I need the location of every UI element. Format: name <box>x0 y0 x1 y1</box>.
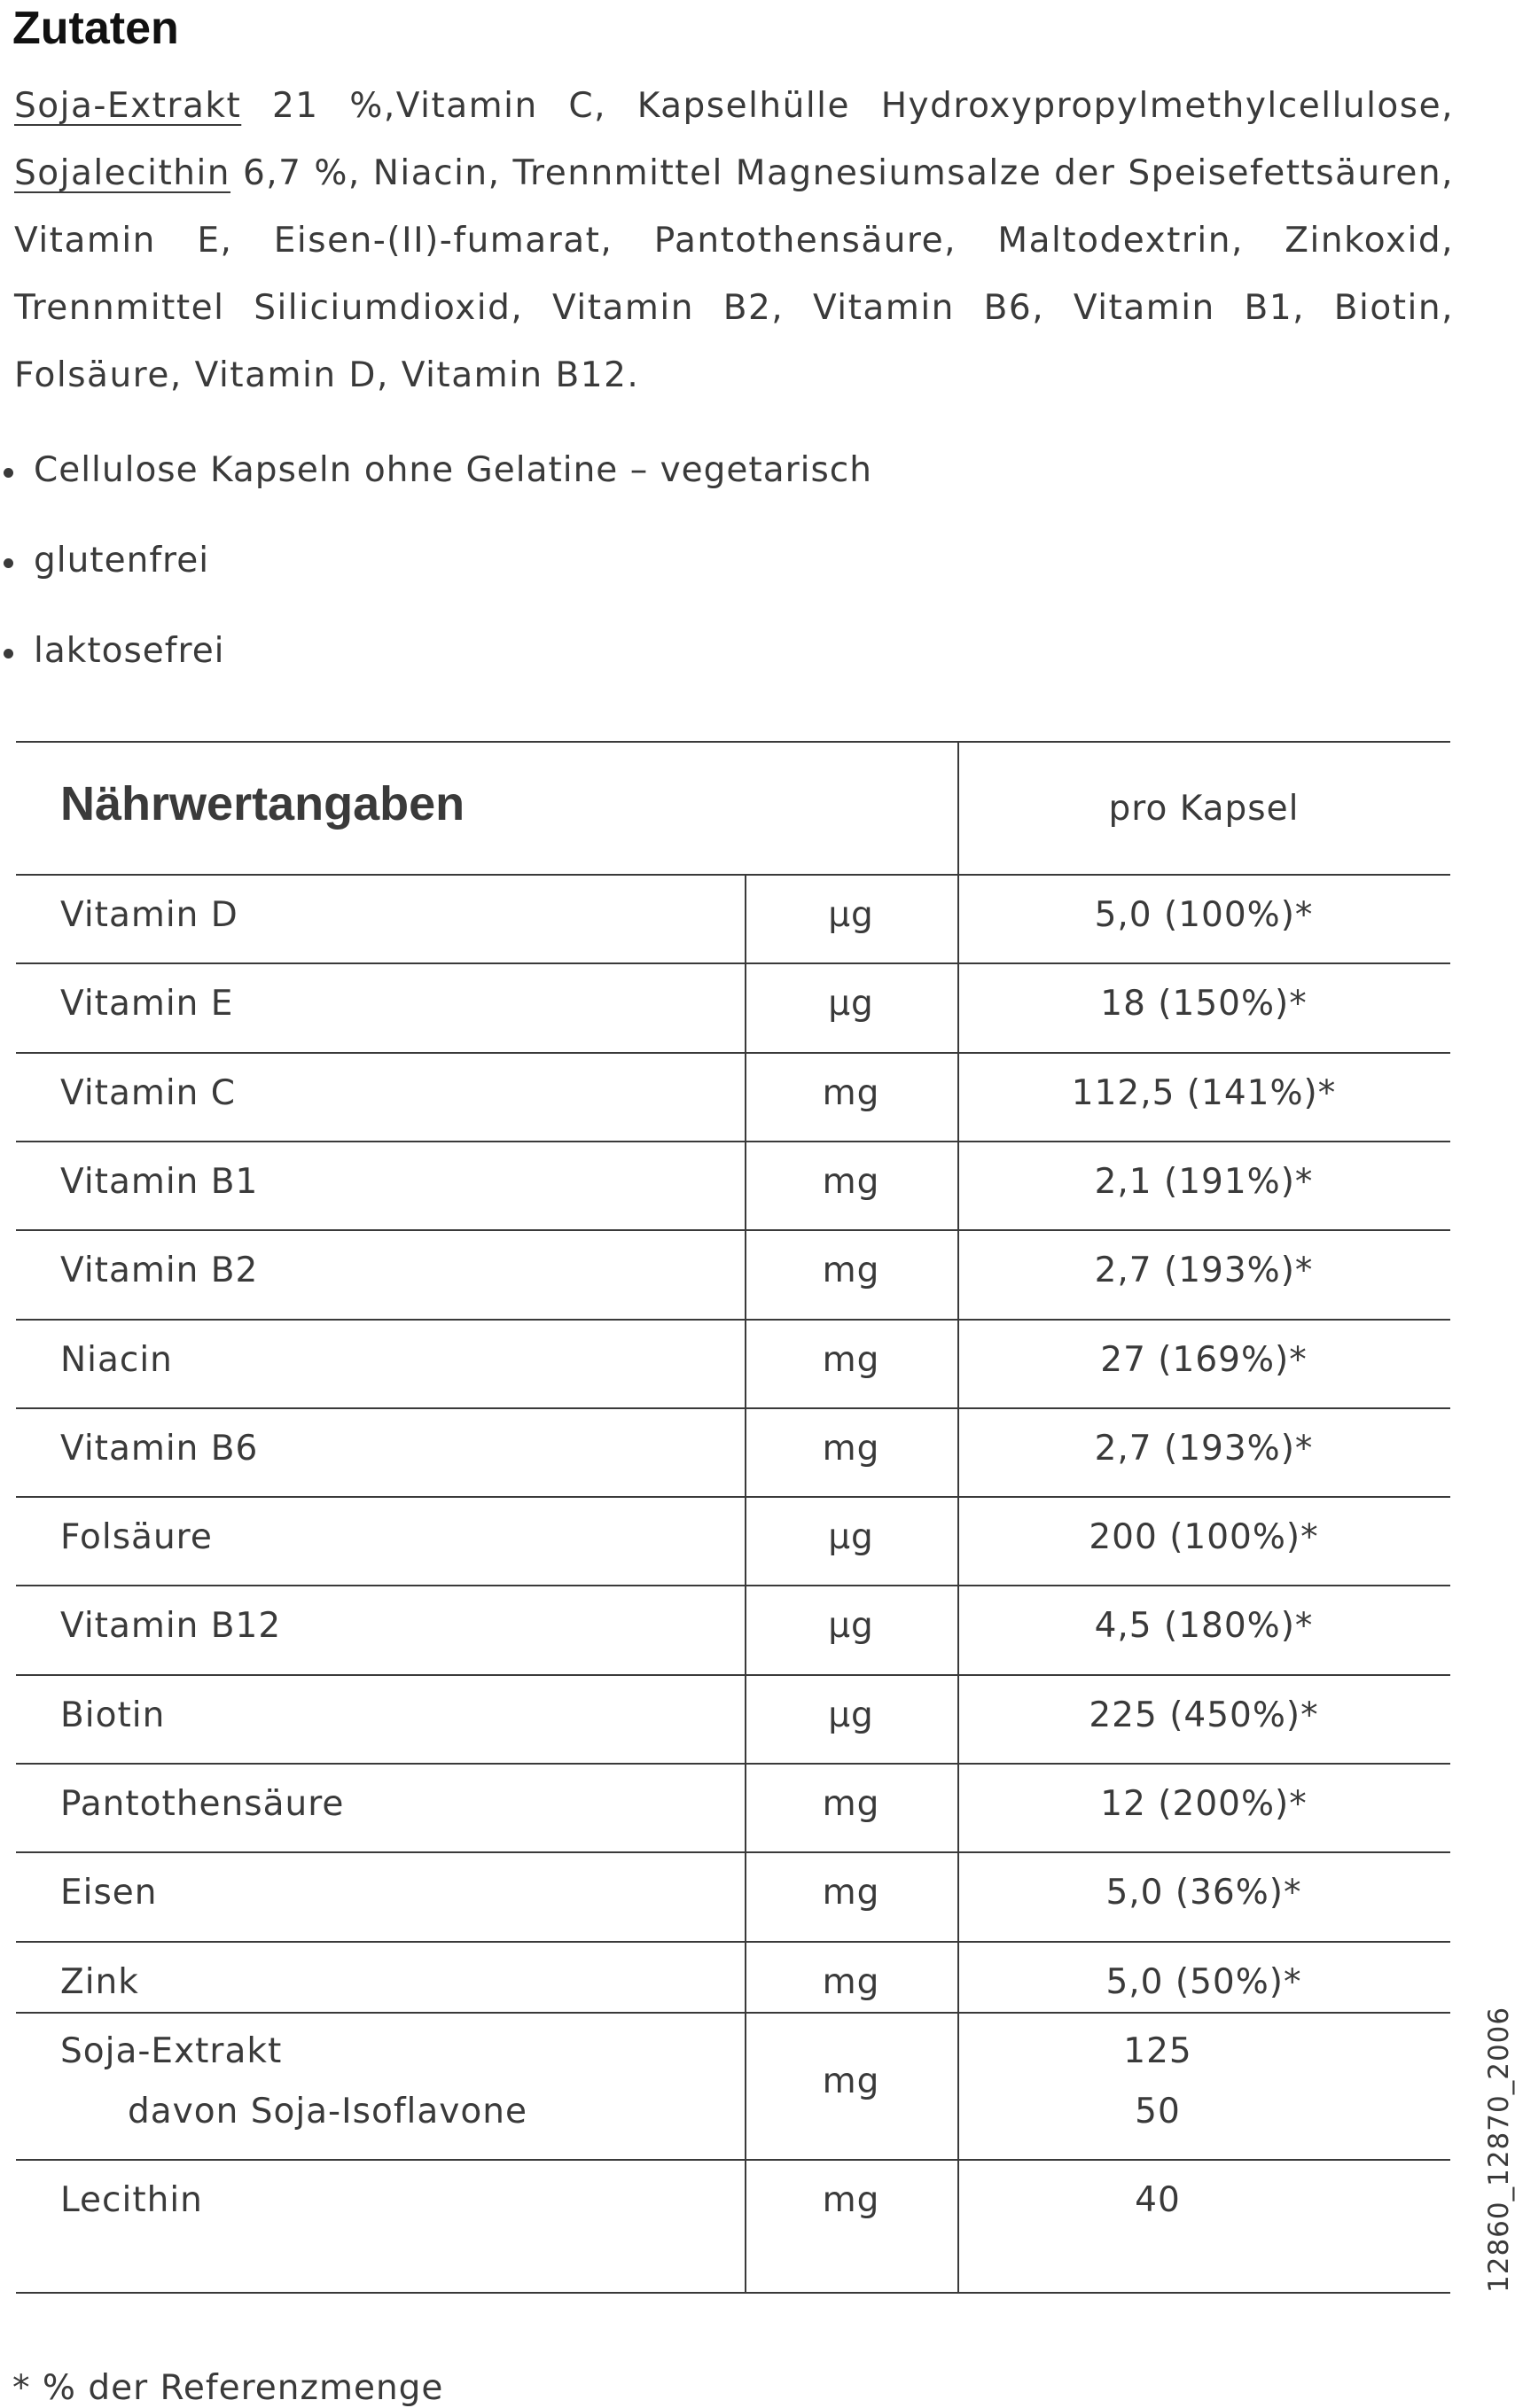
table-rule <box>16 874 1450 876</box>
feature-gluten-free: glutenfrei <box>0 516 872 606</box>
row-value: 112,5 (141%)* <box>1071 1073 1337 1113</box>
table-rule <box>16 1941 1450 1943</box>
row-unit: mg <box>822 1962 880 2002</box>
nutrition-title: Nährwertangaben <box>60 777 465 830</box>
feature-vegetarian: Cellulose Kapseln ohne Gelatine – vegetarisch <box>0 425 872 516</box>
row-unit: mg <box>822 1340 880 1380</box>
row-value: 225 (450%)* <box>1089 1695 1319 1735</box>
row-value-isoflavones: 50 <box>1135 2092 1181 2131</box>
ingredients-part-2: Vitamin C, Kapselhülle Hydroxypropylmethylcellulose, <box>395 86 1454 126</box>
row-unit: µg <box>828 1517 874 1557</box>
row-value: 200 (100%)* <box>1089 1517 1319 1557</box>
article-code: 12860_12870_2006 <box>1483 2006 1515 2293</box>
nutrition-table <box>16 741 1450 2294</box>
soy-extract-percent: 21 %, <box>241 86 396 126</box>
row-value: 5,0 (100%)* <box>1094 895 1314 935</box>
ingredients-heading: Zutaten <box>12 3 179 54</box>
row-name: Vitamin E <box>60 984 234 1024</box>
row-unit: mg <box>822 1873 880 1913</box>
row-name-soy-extract: Soja-Extrakt <box>60 2031 283 2071</box>
table-rule <box>16 1052 1450 1054</box>
table-rule <box>16 1407 1450 1409</box>
row-value-soy-extract: 125 <box>1123 2031 1192 2071</box>
row-unit-soy-extract: mg <box>822 2061 880 2101</box>
table-rule <box>16 2159 1450 2161</box>
row-name: Vitamin B2 <box>60 1251 259 1290</box>
row-unit: µg <box>828 984 874 1024</box>
table-rule <box>16 1229 1450 1231</box>
row-unit-lecithin: mg <box>822 2180 880 2220</box>
row-value: 5,0 (50%)* <box>1105 1962 1302 2002</box>
row-unit: mg <box>822 1162 880 1202</box>
row-subname-isoflavones: davon Soja-Isoflavone <box>128 2092 527 2131</box>
row-name: Folsäure <box>60 1517 213 1557</box>
row-name: Biotin <box>60 1695 166 1735</box>
column-header-per-capsule: pro Kapsel <box>1108 789 1300 829</box>
row-name: Vitamin B12 <box>60 1606 282 1646</box>
row-value: 2,1 (191%)* <box>1094 1162 1314 1202</box>
table-rule <box>16 962 1450 964</box>
table-rule <box>16 1319 1450 1321</box>
row-unit: mg <box>822 1251 880 1290</box>
row-value: 2,7 (193%)* <box>1094 1251 1314 1290</box>
row-unit: mg <box>822 1073 880 1113</box>
row-name: Pantothensäure <box>60 1784 345 1824</box>
table-rule <box>16 1496 1450 1498</box>
table-rule <box>16 1141 1450 1142</box>
row-value-lecithin: 40 <box>1135 2180 1181 2220</box>
row-name: Vitamin D <box>60 895 238 935</box>
row-unit: mg <box>822 1784 880 1824</box>
table-rule <box>16 2012 1450 2014</box>
table-rule <box>16 741 1450 743</box>
row-value: 12 (200%)* <box>1100 1784 1308 1824</box>
row-unit: µg <box>828 1606 874 1646</box>
row-name: Vitamin B6 <box>60 1429 259 1469</box>
row-value: 27 (169%)* <box>1100 1340 1308 1380</box>
row-value: 5,0 (36%)* <box>1105 1873 1302 1913</box>
soy-lecithin-term: Sojalecithin <box>14 153 231 193</box>
row-name: Zink <box>60 1962 139 2002</box>
row-unit: mg <box>822 1429 880 1469</box>
row-name: Vitamin B1 <box>60 1162 259 1202</box>
row-value: 18 (150%)* <box>1100 984 1308 1024</box>
feature-list <box>0 425 872 697</box>
table-rule <box>16 1851 1450 1853</box>
table-rule <box>16 2292 1450 2294</box>
row-value: 2,7 (193%)* <box>1094 1429 1314 1469</box>
ingredients-text <box>14 73 1454 409</box>
row-name: Niacin <box>60 1340 173 1380</box>
footnote: * % der Referenzmenge <box>12 2368 444 2408</box>
row-value: 4,5 (180%)* <box>1094 1606 1314 1646</box>
row-name: Eisen <box>60 1873 158 1913</box>
row-unit: µg <box>828 895 874 935</box>
row-name-lecithin: Lecithin <box>60 2180 203 2220</box>
table-rule <box>16 1763 1450 1765</box>
soy-extract-term: Soja-Extrakt <box>14 86 242 126</box>
row-unit: µg <box>828 1695 874 1735</box>
table-rule <box>16 1585 1450 1586</box>
feature-lactose-free: laktosefrei <box>0 606 872 697</box>
table-rule <box>16 1674 1450 1676</box>
ingredients-part-3: 6,7 %, Niacin, Trennmittel Magnesiumsalze der Speisefettsäuren, Vitamin E, Eisen-(II)-fumarat, Pantothensäure, Maltodextrin, Zinkoxid, Trennmittel Siliciumdioxid, Vitamin B2, Vitamin B6, Vitamin B1, Biotin, Folsäure, Vitamin D, Vitamin B12. <box>14 153 1454 395</box>
row-name: Vitamin C <box>60 1073 237 1113</box>
